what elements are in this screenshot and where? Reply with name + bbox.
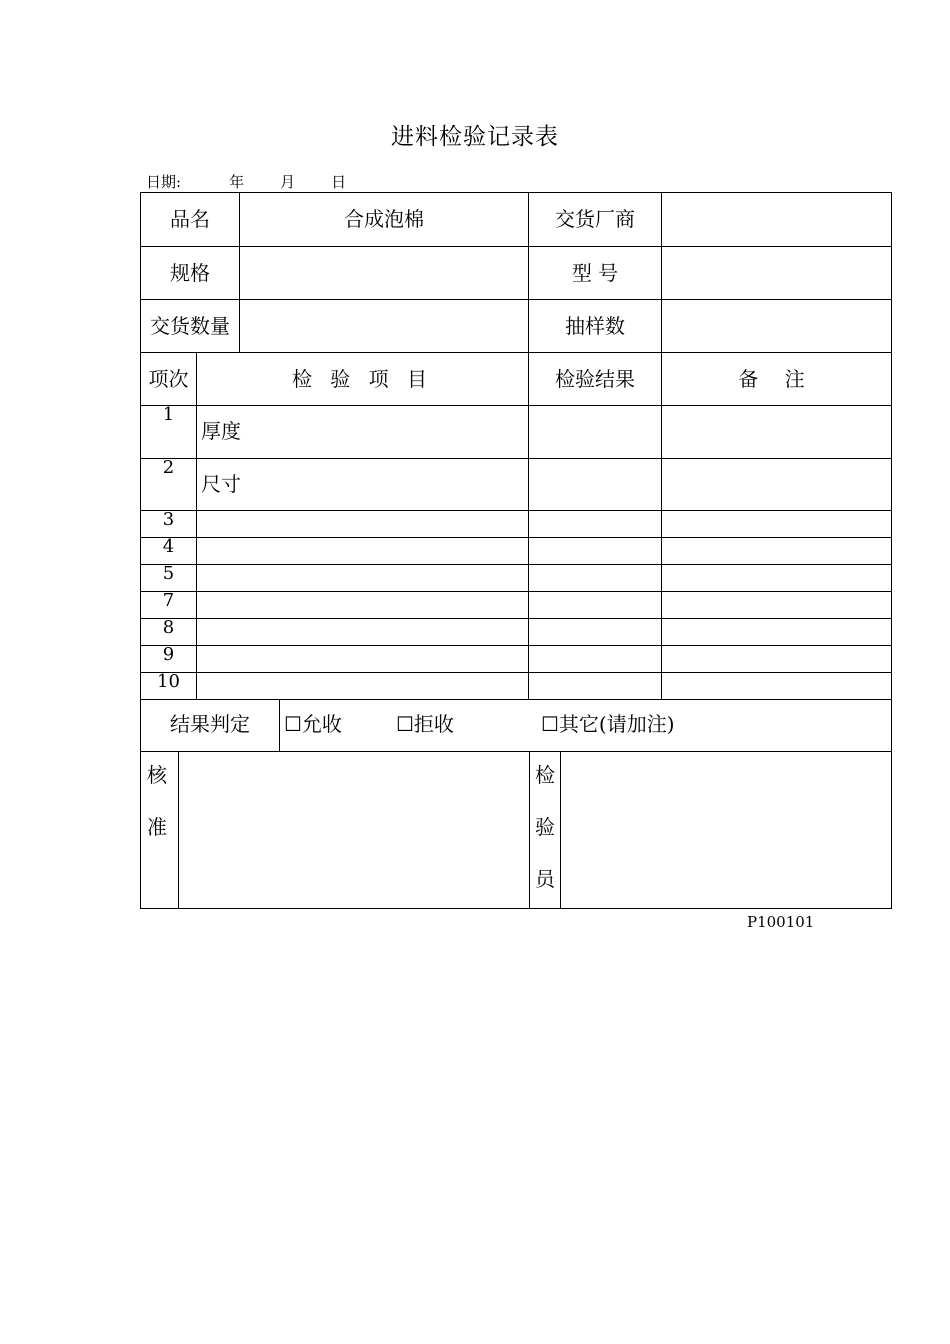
- inspector-label-2: 验: [535, 815, 555, 839]
- index-header: 项次: [148, 366, 189, 391]
- model-label: 型 号: [571, 260, 619, 285]
- page-title: 进料检验记录表: [391, 124, 559, 150]
- approve-label-2: 准: [147, 815, 167, 839]
- spec-label: 规格: [170, 260, 210, 285]
- date-day: 日: [331, 173, 347, 191]
- item-name: 尺寸: [201, 471, 241, 496]
- reject-checkbox[interactable]: ☐拒收: [396, 711, 454, 736]
- inspector-label-3: 员: [535, 867, 555, 891]
- item-no: 4: [162, 536, 175, 557]
- item-no: 8: [162, 617, 175, 638]
- date-label: 日期:: [146, 173, 182, 191]
- item-no: 1: [162, 404, 175, 425]
- sample-field[interactable]: [662, 300, 891, 348]
- approve-signature-area[interactable]: [179, 752, 528, 908]
- result-header: 检验结果: [555, 366, 635, 391]
- date-line: [146, 171, 346, 192]
- judgment-label: 结果判定: [170, 711, 250, 736]
- item-no: 2: [162, 457, 175, 478]
- form-code: P100101: [747, 913, 815, 931]
- product-name-value[interactable]: 合成泡棉: [344, 206, 424, 231]
- item-no: 9: [162, 644, 175, 665]
- date-month: 月: [280, 173, 296, 191]
- inspector-signature-area[interactable]: [561, 752, 891, 908]
- date-year: 年: [229, 173, 245, 191]
- model-field[interactable]: [662, 247, 891, 295]
- sample-label: 抽样数: [565, 313, 625, 338]
- accept-checkbox[interactable]: ☐允收: [284, 711, 342, 736]
- product-name-label: 品名: [170, 206, 210, 231]
- inspection-form: [140, 192, 892, 909]
- item-name: 厚度: [201, 418, 241, 443]
- supplier-field[interactable]: [662, 193, 891, 241]
- quantity-label: 交货数量: [150, 313, 230, 338]
- item-no: 5: [162, 563, 175, 584]
- item-no: 7: [162, 590, 175, 611]
- approve-label-1: 核: [147, 763, 167, 787]
- item-no: 3: [162, 509, 175, 530]
- inspector-label-1: 检: [535, 763, 555, 787]
- item-header: 检 验 项 目: [291, 366, 434, 391]
- remarks-header: 备 注: [738, 366, 815, 391]
- other-checkbox[interactable]: ☐其它(请加注): [541, 711, 675, 736]
- supplier-label: 交货厂商: [555, 206, 635, 231]
- quantity-field[interactable]: [240, 300, 528, 348]
- spec-field[interactable]: [240, 247, 528, 295]
- item-no: 10: [157, 671, 180, 692]
